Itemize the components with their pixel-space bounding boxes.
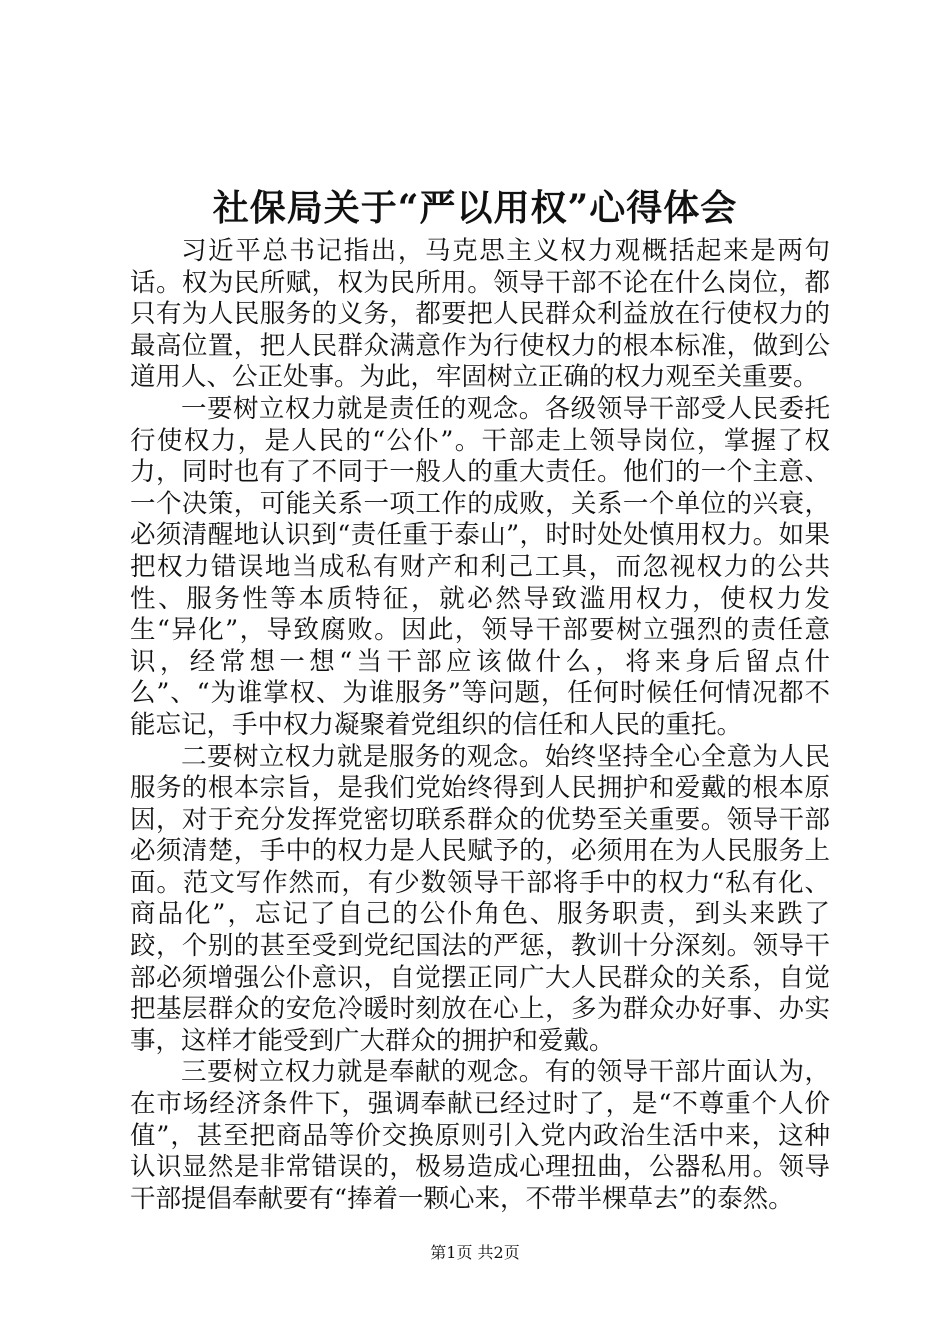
page-number-footer: 第1页 共2页 (430, 1243, 520, 1262)
document-title: 社保局关于“严以用权”心得体会 (212, 187, 738, 229)
document-body (130, 236, 830, 1215)
paragraph-intro: 习近平总书记指出，马克思主义权力观概括起来是两句话。权为民所赋，权为民所用。领导干部不论在什么岗位，都只有为人民服务的义务，都要把人民群众利益放在行使权力的最高位置，把人民群众满意作为行使权力的根本标准，做到公道用人、公正处事。为此，牢固树立正确的权力观至关重要。 (130, 236, 830, 393)
paragraph-service: 二要树立权力就是服务的观念。始终坚持全心全意为人民服务的根本宗旨，是我们党始终得到人民拥护和爱戴的根本原因，对于充分发挥党密切联系群众的优势至关重要。领导干部必须清楚，手中的权力是人民赋予的，必须用在为人民服务上面。范文写作然而，有少数领导干部将手中的权力“私有化、商品化”，忘记了自己的公仆角色、服务职责，到头来跌了跤，个别的甚至受到党纪国法的严惩，教训十分深刻。领导干部必须增强公仆意识，自觉摆正同广大人民群众的关系，自觉把基层群众的安危冷暖时刻放在心上，多为群众办好事、办实事，这样才能受到广大群众的拥护和爱戴。 (130, 741, 830, 1056)
paragraph-dedication: 三要树立权力就是奉献的观念。有的领导干部片面认为，在市场经济条件下，强调奉献已经过时了，是“不尊重个人价值”，甚至把商品等价交换原则引入党内政治生活中来，这种认识显然是非常错误的，极易造成心理扭曲，公器私用。领导干部提倡奉献要有“捧着一颗心来，不带半棵草去”的泰然。 (130, 1057, 830, 1214)
paragraph-responsibility: 一要树立权力就是责任的观念。各级领导干部受人民委托行使权力，是人民的“公仆”。干部走上领导岗位，掌握了权力，同时也有了不同于一般人的重大责任。他们的一个主意、一个决策，可能关系一项工作的成败，关系一个单位的兴衰，必须清醒地认识到“责任重于泰山”，时时处处慎用权力。如果把权力错误地当成私有财产和利己工具，而忽视权力的公共性、服务性等本质特征，就必然导致滥用权力，使权力发生“异化”，导致腐败。因此，领导干部要树立强烈的责任意识，经常想一想“当干部应该做什么，将来身后留点什么”、“为谁掌权、为谁服务”等问题，任何时候任何情况都不能忘记，手中权力凝聚着党组织的信任和人民的重托。 (130, 393, 830, 740)
